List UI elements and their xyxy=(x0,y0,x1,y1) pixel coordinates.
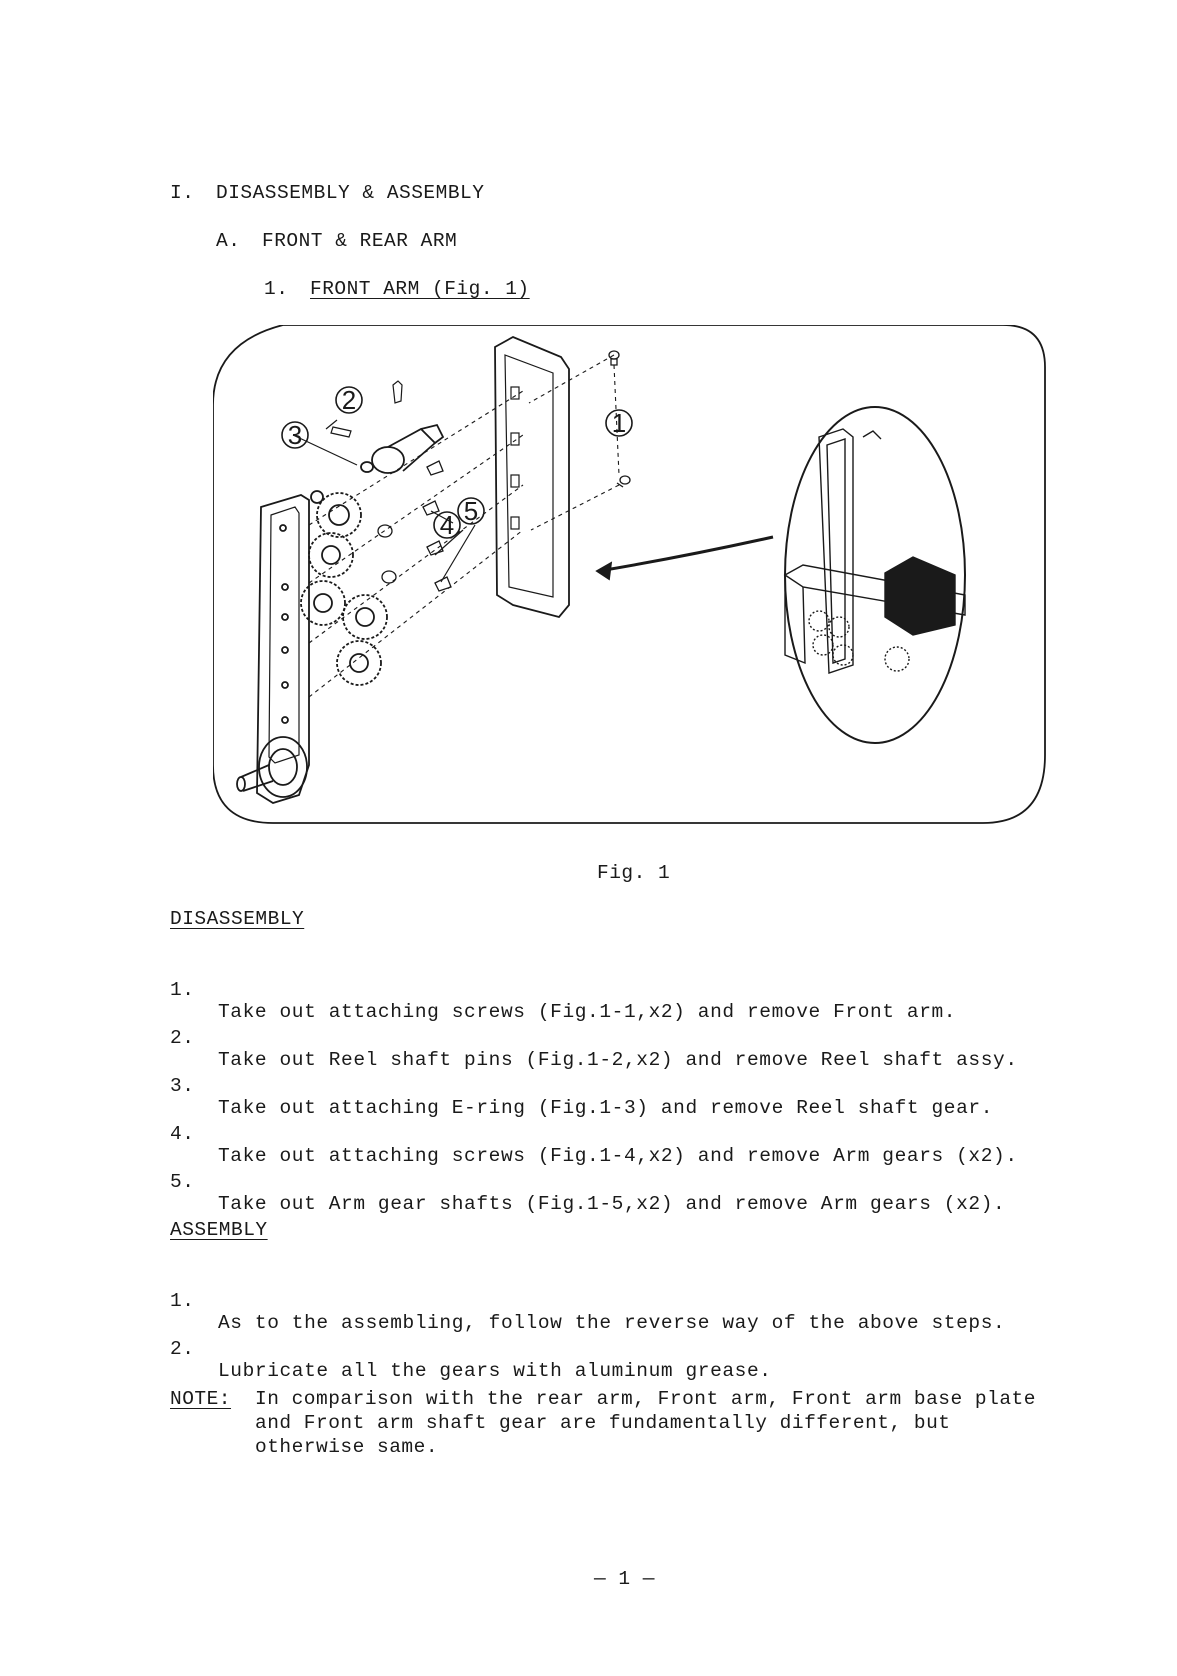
figure-caption: Fig. 1 xyxy=(597,862,671,884)
item-title: FRONT ARM (Fig. 1) xyxy=(310,278,530,300)
section-number: I. xyxy=(170,182,195,204)
note-line: In comparison with the rear arm, Front arm, Front arm base plate xyxy=(255,1388,1036,1410)
callout-5-label: 5 xyxy=(463,496,479,526)
assembly-heading: ASSEMBLY xyxy=(170,1219,268,1241)
step-number: 1. xyxy=(170,979,195,1001)
disassembly-heading: DISASSEMBLY xyxy=(170,908,305,930)
location-arrow xyxy=(599,537,773,571)
subsection-title: FRONT & REAR ARM xyxy=(262,230,458,252)
gears-drawing xyxy=(301,491,387,685)
item-number: 1. xyxy=(264,278,289,300)
front-arm-drawing xyxy=(495,337,569,617)
step-text: Lubricate all the gears with aluminum grease. xyxy=(218,1360,772,1382)
callout-3-label: 3 xyxy=(287,420,303,450)
step-text: Take out attaching E-ring (Fig.1-3) and remove Reel shaft gear. xyxy=(218,1097,994,1119)
note-line: otherwise same. xyxy=(255,1436,439,1458)
callout-1-label: 1 xyxy=(611,408,627,438)
note-line: and Front arm shaft gear are fundamentally different, but xyxy=(255,1412,951,1434)
step-number: 5. xyxy=(170,1171,195,1193)
base-plate-drawing xyxy=(237,495,309,803)
step-text: Take out Arm gear shafts (Fig.1-5,x2) and remove Arm gears (x2). xyxy=(218,1193,1006,1215)
step-text: Take out attaching screws (Fig.1-1,x2) and remove Front arm. xyxy=(218,1001,957,1023)
step-text: As to the assembling, follow the reverse way of the above steps. xyxy=(218,1312,1006,1334)
callout-2-label: 2 xyxy=(341,385,357,415)
step-number: 1. xyxy=(170,1290,195,1312)
page-number: — 1 — xyxy=(594,1568,656,1590)
step-number: 2. xyxy=(170,1027,195,1049)
step-text: Take out attaching screws (Fig.1-4,x2) and remove Arm gears (x2). xyxy=(218,1145,1018,1167)
step-text: Take out Reel shaft pins (Fig.1-2,x2) and remove Reel shaft assy. xyxy=(218,1049,1018,1071)
figure-1-exploded-view xyxy=(213,325,1053,830)
inset-mechanism-drawing xyxy=(785,429,965,673)
callout-4-label: 4 xyxy=(439,510,455,540)
subsection-letter: A. xyxy=(216,230,241,252)
section-title: DISASSEMBLY & ASSEMBLY xyxy=(216,182,485,204)
step-number: 2. xyxy=(170,1338,195,1360)
step-number: 3. xyxy=(170,1075,195,1097)
note-label: NOTE: xyxy=(170,1388,232,1410)
step-number: 4. xyxy=(170,1123,195,1145)
